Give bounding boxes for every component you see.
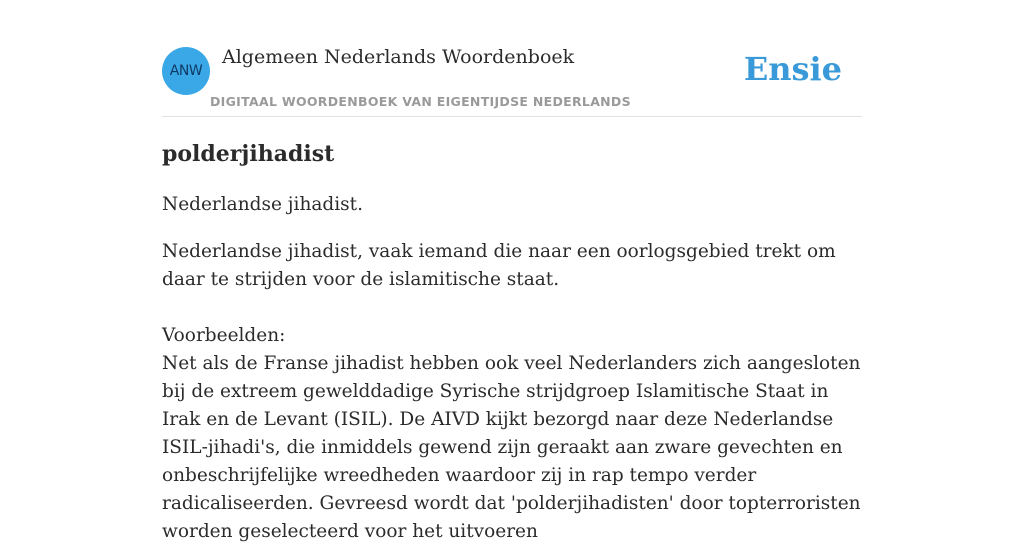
entry-headword: polderjihadist [162, 141, 335, 167]
short-definition: Nederlandse jihadist. [162, 194, 363, 215]
page [162, 0, 862, 542]
site-subtitle: DIGITAAL WOORDENBOEK VAN EIGENTIJDSE NEDERLANDS [210, 94, 631, 109]
site-title[interactable]: Algemeen Nederlands Woordenboek [222, 46, 575, 68]
ensie-brand-logo[interactable]: Ensie [743, 50, 842, 88]
long-definition: Nederlandse jihadist, vaak iemand die naar een oorlogsgebied trekt om daar te strijden voor de islamitische staat. [162, 241, 836, 290]
example-text: Net als de Franse jihadist hebben ook veel Nederlanders zich aangesloten bij de extreem gewelddadige Syrische strijdgroep Islamitische Staat in Irak en de Levant (ISIL). De AIVD kijkt bezorgd naar deze Nederlandse ISIL-jihadi's, die inmiddels gewend zijn geraakt aan zware gevechten en onbeschrijfelijke wreedheden waardoor zij in rap tempo verder radicaliseerden. Gevreesd wordt dat 'polderjihadisten' door topterroristen worden geselecteerd voor het uitvoeren [162, 353, 861, 542]
examples-label: Voorbeelden: [162, 325, 286, 346]
anw-logo[interactable]: ANW [162, 47, 210, 95]
site-header [162, 0, 862, 117]
dictionary-entry [162, 139, 862, 546]
